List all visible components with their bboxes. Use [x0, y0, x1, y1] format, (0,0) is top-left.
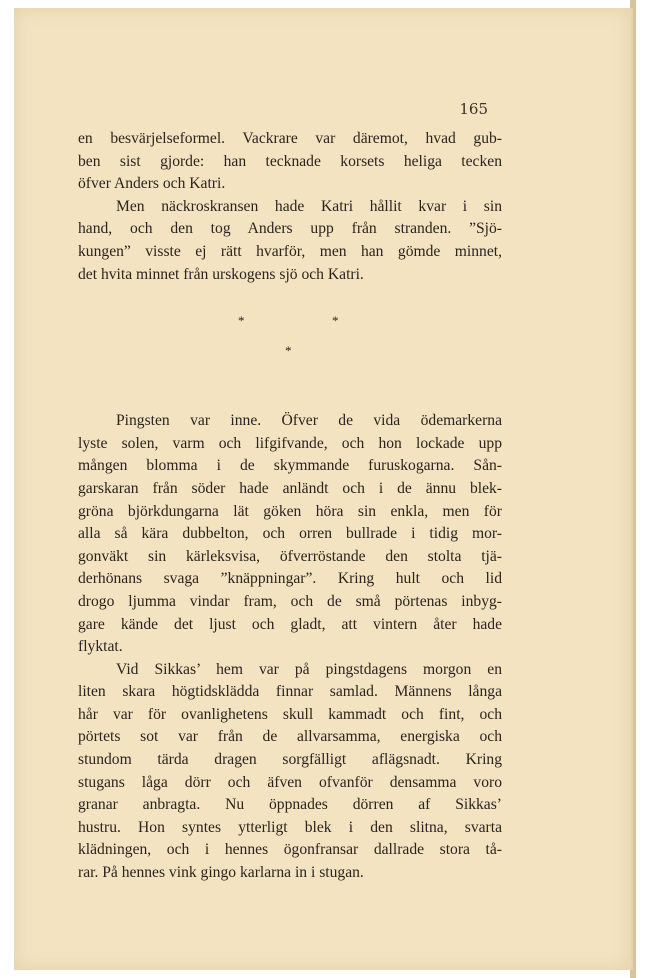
- text-line: gonväkt sin kärleksvisa, öfverröstande den stolta tjä-: [78, 547, 502, 565]
- text-line: granar anbragta. Nu öppnades dörren af Sikkas’: [78, 796, 502, 814]
- text-line: stugans låga dörr och äfven ofvanför densamma voro: [78, 773, 502, 791]
- text-line: kungen” visste ej rätt hvarför, men han gömde minnet,: [78, 242, 502, 260]
- text-line: alla så kära dubbelton, och orren bullrade i tidig mor-: [78, 525, 502, 543]
- page-number: 165: [459, 100, 488, 118]
- separator-star: *: [285, 343, 292, 359]
- text-line: Vid Sikkas’ hem var på pingstdagens morgon en: [116, 660, 502, 678]
- separator-star: *: [238, 313, 245, 329]
- text-line: en besvärjelseformel. Vackrare var däremot, hvad gub-: [78, 130, 502, 147]
- text-line: hand, och den tog Anders upp från stranden. ”Sjö-: [78, 220, 502, 238]
- section-2: [78, 410, 502, 884]
- text-line: garskaran från söder hade anländt och i de ännu blek-: [78, 479, 502, 497]
- text-line: drogo ljumma vindar fram, och de små pörtenas inbyg-: [78, 592, 502, 610]
- text-line: gare kände det ljust och gladt, att vintern åter hade: [78, 615, 502, 633]
- text-line: det hvita minnet från urskogens sjö och Katri.: [78, 265, 364, 283]
- text-line: hår var för ovanlighetens skull kammadt och fint, och: [78, 705, 502, 723]
- text-line: mången blomma i de skymmande furuskogarna. Sån-: [78, 457, 502, 475]
- text-line: Pingsten var inne. Öfver de vida ödemarkerna: [116, 412, 502, 430]
- text-line: lyste solen, varm och lifgifvande, och hon lockade upp: [78, 434, 502, 452]
- text-line: pörtets sot var från de allvarsamma, energiska och: [78, 728, 502, 746]
- text-line: stundom tärda dragen sorgfälligt aflägsnadt. Kring: [78, 751, 502, 769]
- text-line: hustru. Hon syntes ytterligt blek i den slitna, svarta: [78, 818, 502, 836]
- page-text: [78, 128, 502, 885]
- separator-star: *: [332, 313, 339, 329]
- text-line: derhönans svaga ”knäppningar”. Kring hult och lid: [78, 570, 502, 588]
- text-line: flyktat.: [78, 638, 123, 656]
- text-line: ben sist gjorde: han tecknade korsets heliga tecken: [78, 152, 502, 170]
- text-line: klädningen, och i hennes ögonfransar dallrade stora tå-: [78, 841, 502, 859]
- section-1: [78, 128, 502, 286]
- text-line: gröna björkdungarna lät göken höra sin enkla, men för: [78, 502, 502, 520]
- text-line: liten skara högtidsklädda finnar samlad. Männens långa: [78, 683, 502, 701]
- text-line: Men näckroskransen hade Katri hållit kvar i sin: [116, 197, 502, 215]
- text-line: rar. På hennes vink gingo karlarna in i stugan.: [78, 864, 364, 882]
- text-line: öfver Anders och Katri.: [78, 175, 226, 193]
